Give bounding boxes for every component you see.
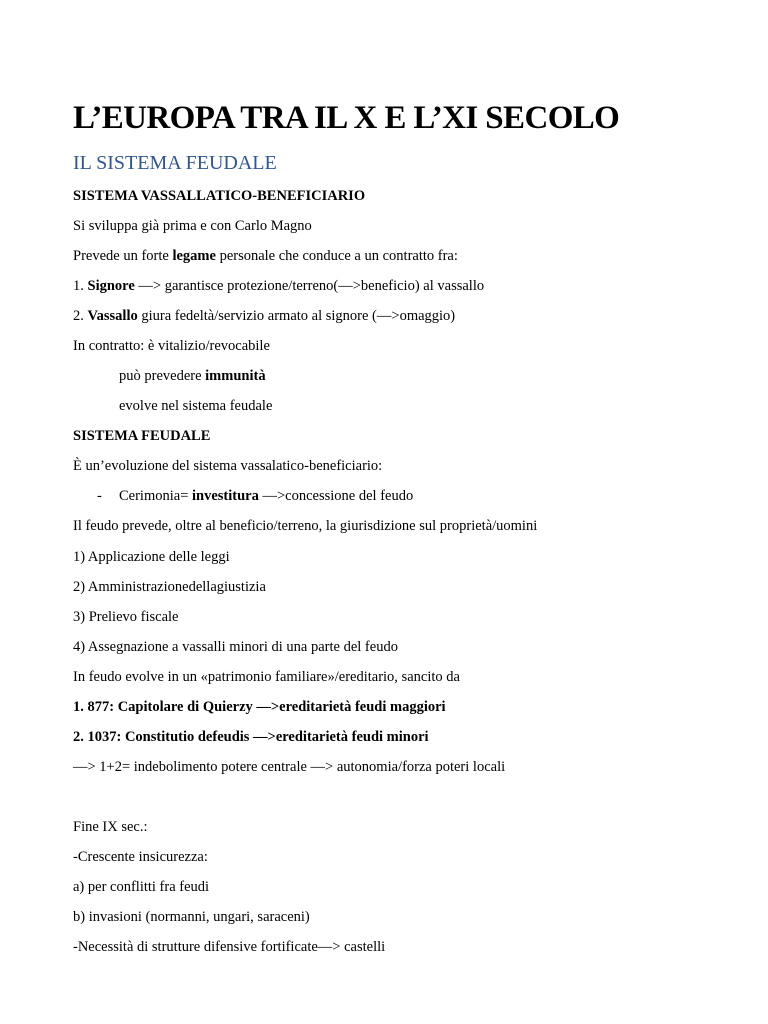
list-item: 3) Prelievo fiscale (73, 609, 179, 625)
list-item: 2) Amministrazionedellagiustizia (73, 579, 266, 595)
list-item: b) invasioni (normanni, ungari, saraceni) (73, 909, 310, 925)
paragraph-contratto: In contratto: è vitalizio/revocabile (73, 338, 270, 354)
paragraph-immunita: può prevedere immunità (119, 368, 266, 384)
law-quierzy: 1. 877: Capitolare di Quierzy —>ereditarietà feudi maggiori (73, 699, 446, 715)
paragraph-fine-ix: Fine IX sec.: (73, 819, 148, 835)
heading-sistema-feudale: SISTEMA FEUDALE (73, 428, 211, 444)
paragraph-legame: Prevede un forte legame personale che conduce a un contratto fra: (73, 248, 458, 264)
list-item: a) per conflitti fra feudi (73, 879, 210, 895)
paragraph-insicurezza: -Crescente insicurezza: (73, 849, 208, 865)
list-item-vassallo: 2. Vassallo giura fedeltà/servizio armato al signore (—>omaggio) (73, 308, 456, 324)
list-item: 1) Applicazione delle leggi (73, 549, 230, 565)
bullet-dash: - (97, 488, 102, 504)
list-item: 4) Assegnazione a vassalli minori di una parte del feudo (73, 639, 398, 655)
section-subtitle: IL SISTEMA FEUDALE (73, 152, 277, 174)
list-item-signore: 1. Signore —> garantisce protezione/terreno(—>beneficio) al vassallo (73, 278, 485, 294)
paragraph-castelli: -Necessità di strutture difensive fortificate—> castelli (73, 939, 386, 955)
paragraph-evoluzione: È un’evoluzione del sistema vassalatico-beneficiario: (73, 458, 383, 474)
page-title: L’EUROPA TRA IL X E L’XI SECOLO (73, 100, 620, 136)
heading-sistema-vassallatico: SISTEMA VASSALLATICO-BENEFICIARIO (73, 188, 366, 204)
paragraph-feudo: Il feudo prevede, oltre al beneficio/terreno, la giurisdizione sul proprietà/uomini (73, 518, 538, 534)
paragraph-origin: Si sviluppa già prima e con Carlo Magno (73, 218, 312, 234)
law-constitutio: 2. 1037: Constitutio defeudis —>ereditarietà feudi minori (73, 729, 429, 745)
paragraph-evolve: evolve nel sistema feudale (119, 398, 273, 414)
paragraph-conseguenze: —> 1+2= indebolimento potere centrale —> autonomia/forza poteri locali (73, 759, 506, 775)
paragraph-patrimonio: In feudo evolve in un «patrimonio familiare»/ereditario, sancito da (73, 669, 460, 685)
